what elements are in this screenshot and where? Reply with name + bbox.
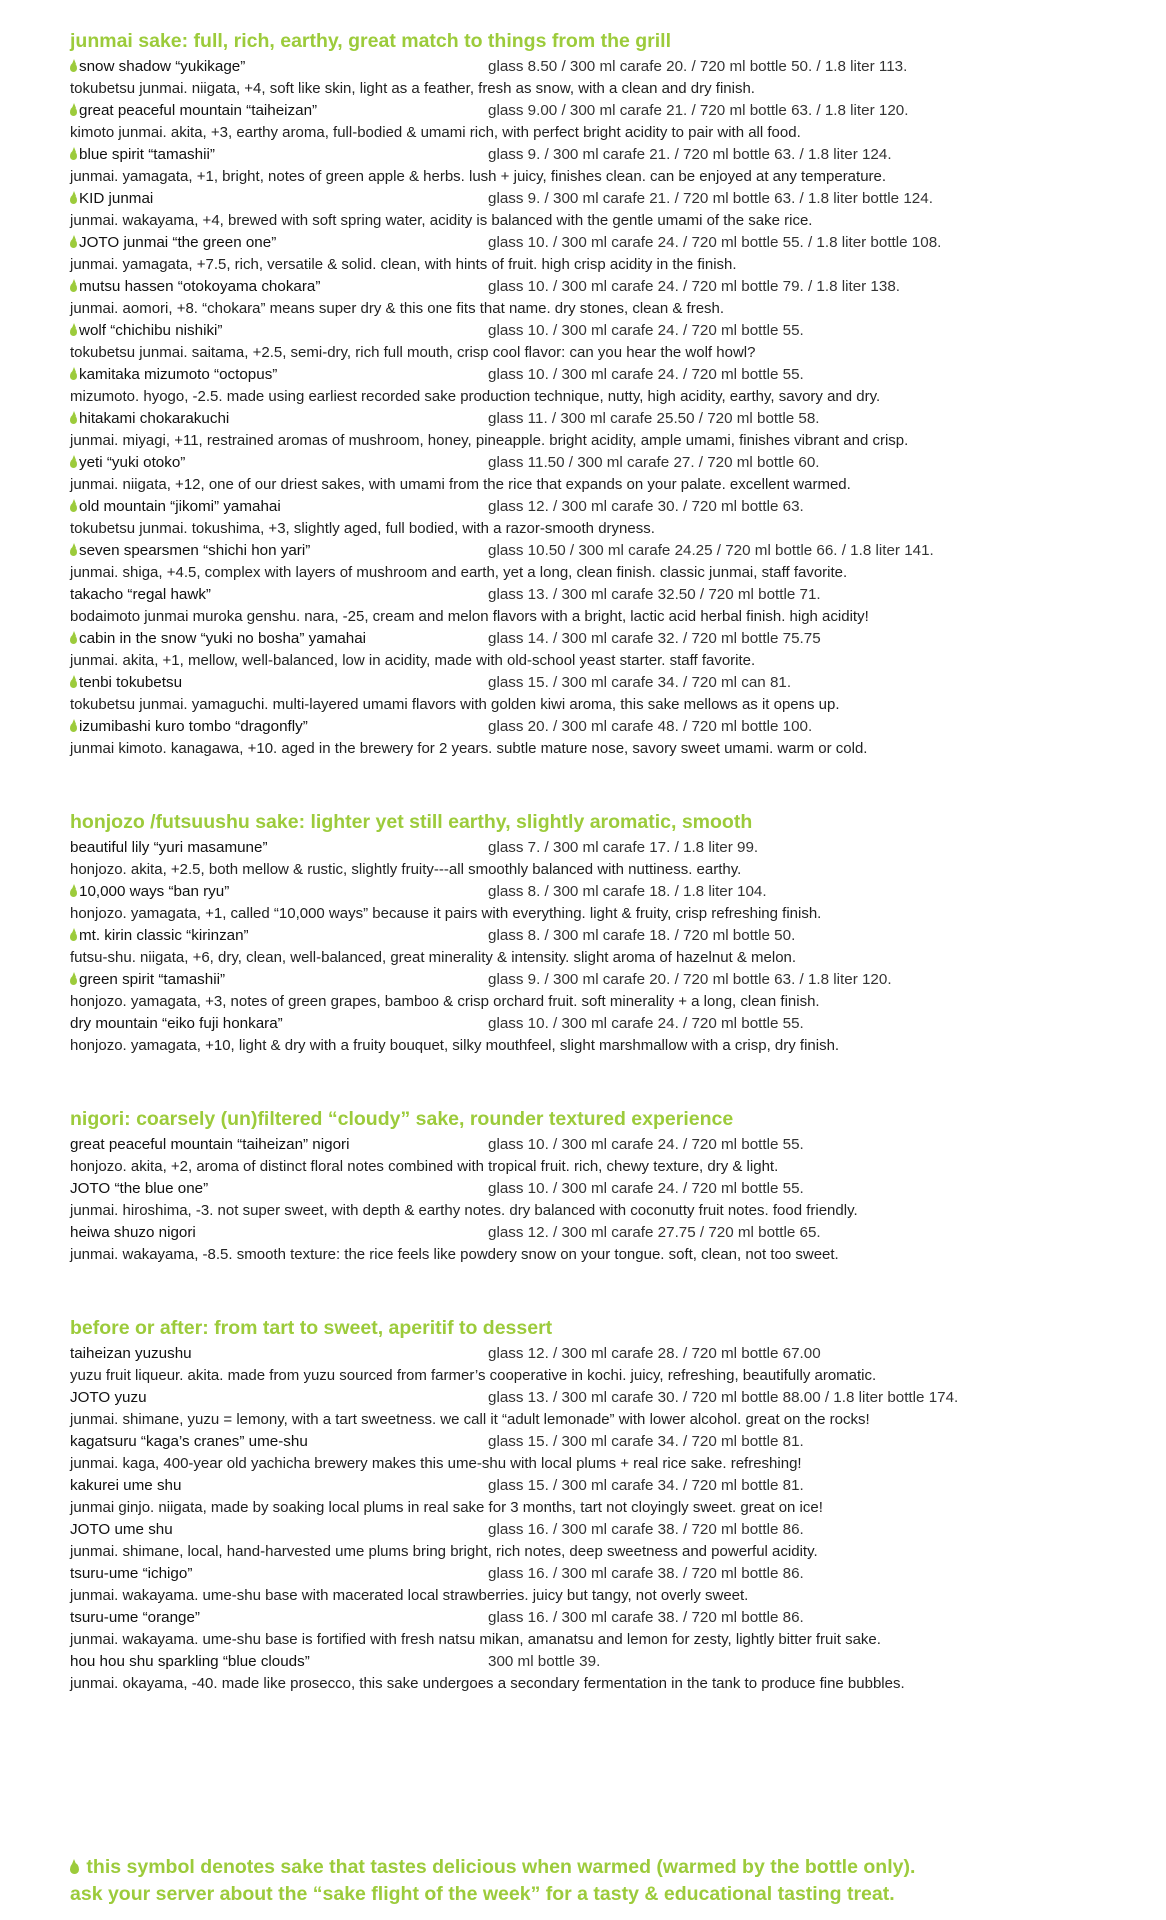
item-row bbox=[70, 1221, 1150, 1244]
menu-item bbox=[70, 539, 1150, 583]
item-description: honjozo. akita, +2.5, both mellow & rustic, slightly fruity---all smoothly balanced with nuttiness. earthy. bbox=[70, 861, 742, 878]
item-description: honjozo. yamagata, +10, light & dry with a fruity bouquet, silky mouthfeel, slight marshmallow with a crisp, dry finish. bbox=[70, 1037, 840, 1054]
section-items bbox=[70, 1342, 1150, 1694]
item-price: glass 13. / 300 ml carafe 32.50 / 720 ml bottle 71. bbox=[488, 586, 821, 603]
item-name: mt. kirin classic “kirinzan” bbox=[79, 927, 249, 944]
item-description: kimoto junmai. akita, +3, earthy aroma, full-bodied & umami rich, with perfect bright acidity to pair with all food. bbox=[70, 124, 801, 141]
item-description: tokubetsu junmai. niigata, +4, soft like skin, light as a feather, fresh as snow, with a clean and dry finish. bbox=[70, 80, 755, 97]
item-description: junmai. wakayama. ume-shu base with macerated local strawberries. juicy but tangy, not overly sweet. bbox=[70, 1587, 749, 1604]
menu-item bbox=[70, 583, 1150, 627]
item-name-wrap bbox=[70, 1430, 308, 1453]
item-name-wrap bbox=[70, 627, 366, 650]
menu-item bbox=[70, 1430, 1150, 1474]
menu-item bbox=[70, 1518, 1150, 1562]
item-name: tsuru-ume “orange” bbox=[70, 1609, 200, 1626]
item-name: heiwa shuzo nigori bbox=[70, 1224, 196, 1241]
item-price: 300 ml bottle 39. bbox=[488, 1653, 601, 1670]
item-row bbox=[70, 1386, 1150, 1409]
item-name-wrap bbox=[70, 275, 320, 298]
sake-drop-icon bbox=[70, 283, 77, 292]
sake-drop-icon bbox=[70, 63, 77, 72]
item-name: JOTO yuzu bbox=[70, 1389, 147, 1406]
item-description: junmai. yamagata, +1, bright, notes of green apple & herbs. lush + juicy, finishes clean. can be enjoyed at any temperature. bbox=[70, 168, 887, 185]
item-name: dry mountain “eiko fuji honkara” bbox=[70, 1015, 283, 1032]
item-name-wrap bbox=[70, 968, 225, 991]
menu-item bbox=[70, 99, 1150, 143]
item-name: great peaceful mountain “taiheizan” bbox=[79, 102, 318, 119]
section-items bbox=[70, 1133, 1150, 1265]
item-description: junmai ginjo. niigata, made by soaking local plums in real sake for 3 months, tart not cloyingly sweet. great on ice! bbox=[70, 1499, 823, 1516]
item-name: JOTO junmai “the green one” bbox=[79, 234, 277, 251]
item-price: glass 8. / 300 ml carafe 18. / 720 ml bottle 50. bbox=[488, 927, 796, 944]
item-price: glass 8.50 / 300 ml carafe 20. / 720 ml bottle 50. / 1.8 liter 113. bbox=[488, 58, 908, 75]
item-name: taiheizan yuzushu bbox=[70, 1345, 192, 1362]
item-description: tokubetsu junmai. tokushima, +3, slightly aged, full bodied, with a razor-smooth dryness. bbox=[70, 520, 655, 537]
item-row bbox=[70, 715, 1150, 738]
item-row bbox=[70, 231, 1150, 254]
footer-flight-note: ask your server about the “sake flight of the week” for a tasty & educational tasting treat. bbox=[70, 1883, 895, 1905]
item-name-wrap bbox=[70, 583, 211, 606]
item-description: junmai. aomori, +8. “chokara” means super dry & this one fits that name. dry stones, clean & fresh. bbox=[70, 300, 725, 317]
item-price: glass 10. / 300 ml carafe 24. / 720 ml bottle 55. bbox=[488, 1015, 804, 1032]
item-name-wrap bbox=[70, 671, 182, 694]
item-name: JOTO ume shu bbox=[70, 1521, 173, 1538]
item-row bbox=[70, 1606, 1150, 1629]
item-row bbox=[70, 1650, 1150, 1673]
item-row bbox=[70, 275, 1150, 298]
item-description: junmai. kaga, 400-year old yachicha brewery makes this ume-shu with local plums + real rice sake. refreshing! bbox=[70, 1455, 802, 1472]
item-description: tokubetsu junmai. saitama, +2.5, semi-dry, rich full mouth, crisp cool flavor: can you hear the wolf howl? bbox=[70, 344, 756, 361]
item-name: wolf “chichibu nishiki” bbox=[79, 322, 223, 339]
menu-item bbox=[70, 55, 1150, 99]
item-name-wrap bbox=[70, 495, 281, 518]
menu-item bbox=[70, 1562, 1150, 1606]
item-name: great peaceful mountain “taiheizan” nigori bbox=[70, 1136, 350, 1153]
item-price: glass 10. / 300 ml carafe 24. / 720 ml bottle 55. / 1.8 liter bottle 108. bbox=[488, 234, 942, 251]
item-price: glass 7. / 300 ml carafe 17. / 1.8 liter 99. bbox=[488, 839, 759, 856]
item-row bbox=[70, 495, 1150, 518]
item-description: junmai. yamagata, +7.5, rich, versatile & solid. clean, with hints of fruit. high crisp acidity in the finish. bbox=[70, 256, 737, 273]
sake-drop-icon bbox=[70, 503, 77, 512]
section-title: before or after: from tart to sweet, aperitif to dessert bbox=[70, 1317, 553, 1339]
item-row bbox=[70, 1012, 1150, 1035]
item-name: KID junmai bbox=[79, 190, 154, 207]
item-name-wrap bbox=[70, 1606, 200, 1629]
item-name-wrap bbox=[70, 880, 229, 903]
item-name-wrap bbox=[70, 1177, 208, 1200]
menu-item bbox=[70, 1342, 1150, 1386]
sake-drop-icon bbox=[70, 107, 77, 116]
item-row bbox=[70, 583, 1150, 606]
sake-drop-icon bbox=[70, 415, 77, 424]
item-price: glass 15. / 300 ml carafe 34. / 720 ml can 81. bbox=[488, 674, 792, 691]
item-price: glass 11. / 300 ml carafe 25.50 / 720 ml bottle 58. bbox=[488, 410, 820, 427]
item-description: junmai. wakayama, -8.5. smooth texture: the rice feels like powdery snow on your tongue. soft, clean, not too sweet. bbox=[70, 1246, 839, 1263]
sake-drop-icon bbox=[70, 547, 77, 556]
menu-item bbox=[70, 715, 1150, 759]
item-name: beautiful lily “yuri masamune” bbox=[70, 839, 268, 856]
item-row bbox=[70, 1430, 1150, 1453]
item-name: snow shadow “yukikage” bbox=[79, 58, 246, 75]
item-name-wrap bbox=[70, 1474, 181, 1497]
section-title: junmai sake: full, rich, earthy, great match to things from the grill bbox=[70, 30, 671, 52]
item-name: yeti “yuki otoko” bbox=[79, 454, 186, 471]
item-price: glass 10. / 300 ml carafe 24. / 720 ml bottle 55. bbox=[488, 322, 804, 339]
menu-item bbox=[70, 627, 1150, 671]
item-name-wrap bbox=[70, 836, 268, 859]
item-name-wrap bbox=[70, 1650, 310, 1673]
item-price: glass 9. / 300 ml carafe 21. / 720 ml bottle 63. / 1.8 liter 124. bbox=[488, 146, 892, 163]
menu-item bbox=[70, 924, 1150, 968]
sake-drop-icon bbox=[70, 195, 77, 204]
item-name-wrap bbox=[70, 1221, 196, 1244]
item-name: izumibashi kuro tombo “dragonfly” bbox=[79, 718, 308, 735]
item-price: glass 10. / 300 ml carafe 24. / 720 ml bottle 79. / 1.8 liter 138. bbox=[488, 278, 900, 295]
sake-menu bbox=[70, 28, 1150, 1744]
item-row bbox=[70, 451, 1150, 474]
item-price: glass 10. / 300 ml carafe 24. / 720 ml bottle 55. bbox=[488, 1136, 804, 1153]
sake-drop-icon bbox=[70, 327, 77, 336]
item-price: glass 10.50 / 300 ml carafe 24.25 / 720 ml bottle 66. / 1.8 liter 141. bbox=[488, 542, 934, 559]
menu-item bbox=[70, 275, 1150, 319]
item-row bbox=[70, 99, 1150, 122]
item-name-wrap bbox=[70, 143, 215, 166]
menu-item bbox=[70, 363, 1150, 407]
sake-drop-icon bbox=[70, 723, 77, 732]
item-price: glass 16. / 300 ml carafe 38. / 720 ml bottle 86. bbox=[488, 1565, 804, 1582]
item-row bbox=[70, 1518, 1150, 1541]
item-row bbox=[70, 143, 1150, 166]
menu-item bbox=[70, 968, 1150, 1012]
menu-item bbox=[70, 495, 1150, 539]
item-name: kakurei ume shu bbox=[70, 1477, 182, 1494]
item-description: junmai. akita, +1, mellow, well-balanced, low in acidity, made with old-school yeast starter. staff favorite. bbox=[70, 652, 756, 669]
item-name-wrap bbox=[70, 539, 310, 562]
item-name: kagatsuru “kaga’s cranes” ume-shu bbox=[70, 1433, 308, 1450]
item-name-wrap bbox=[70, 231, 276, 254]
item-row bbox=[70, 1177, 1150, 1200]
item-name: 10,000 ways “ban ryu” bbox=[79, 883, 230, 900]
item-description: junmai. miyagi, +11, restrained aromas of mushroom, honey, pineapple. bright acidity, ample umami, finishes vibrant and crisp. bbox=[70, 432, 909, 449]
item-price: glass 12. / 300 ml carafe 28. / 720 ml bottle 67.00 bbox=[488, 1345, 821, 1362]
item-name-wrap bbox=[70, 1342, 192, 1365]
item-name: cabin in the snow “yuki no bosha” yamahai bbox=[79, 630, 367, 647]
item-row bbox=[70, 187, 1150, 210]
item-price: glass 12. / 300 ml carafe 30. / 720 ml bottle 63. bbox=[488, 498, 804, 515]
menu-item bbox=[70, 671, 1150, 715]
menu-item bbox=[70, 451, 1150, 495]
menu-item bbox=[70, 187, 1150, 231]
item-name: seven spearsmen “shichi hon yari” bbox=[79, 542, 311, 559]
item-row bbox=[70, 319, 1150, 342]
item-name: hou hou shu sparkling “blue clouds” bbox=[70, 1653, 310, 1670]
item-description: junmai. wakayama. ume-shu base is fortified with fresh natsu mikan, amanatsu and lemon for zesty, lightly bitter fruit sake. bbox=[70, 1631, 881, 1648]
menu-item bbox=[70, 1133, 1150, 1177]
item-name-wrap bbox=[70, 407, 229, 430]
menu-item bbox=[70, 231, 1150, 275]
item-name-wrap bbox=[70, 1518, 173, 1541]
item-price: glass 10. / 300 ml carafe 24. / 720 ml bottle 55. bbox=[488, 1180, 804, 1197]
sake-drop-icon bbox=[70, 679, 77, 688]
item-name-wrap bbox=[70, 99, 317, 122]
menu-section bbox=[70, 1106, 1150, 1265]
item-name: blue spirit “tamashii” bbox=[79, 146, 215, 163]
item-name: mutsu hassen “otokoyama chokara” bbox=[79, 278, 321, 295]
item-description: bodaimoto junmai muroka genshu. nara, -25, cream and melon flavors with a bright, lactic acid herbal finish. high acidity! bbox=[70, 608, 869, 625]
item-name: JOTO “the blue one” bbox=[70, 1180, 209, 1197]
item-price: glass 12. / 300 ml carafe 27.75 / 720 ml bottle 65. bbox=[488, 1224, 821, 1241]
item-row bbox=[70, 1474, 1150, 1497]
item-name-wrap bbox=[70, 715, 308, 738]
footer-warm-note-text: this symbol denotes sake that tastes delicious when warmed (warmed by the bottle only). bbox=[86, 1856, 916, 1878]
sake-drop-icon bbox=[70, 151, 77, 160]
item-price: glass 16. / 300 ml carafe 38. / 720 ml bottle 86. bbox=[488, 1609, 804, 1626]
item-price: glass 20. / 300 ml carafe 48. / 720 ml bottle 100. bbox=[488, 718, 813, 735]
item-name: hitakami chokarakuchi bbox=[79, 410, 230, 427]
menu-item bbox=[70, 1474, 1150, 1518]
item-name-wrap bbox=[70, 1386, 147, 1409]
item-description: junmai. niigata, +12, one of our driest sakes, with umami from the rice that expands on your palate. excellent warmed. bbox=[70, 476, 851, 493]
item-row bbox=[70, 1562, 1150, 1585]
menu-item bbox=[70, 1650, 1150, 1694]
menu-item bbox=[70, 1012, 1150, 1056]
menu-item bbox=[70, 1221, 1150, 1265]
item-name-wrap bbox=[70, 55, 245, 78]
section-title: honjozo /futsuushu sake: lighter yet still earthy, slightly aromatic, smooth bbox=[70, 811, 753, 833]
item-description: junmai kimoto. kanagawa, +10. aged in the brewery for 2 years. subtle mature nose, savory sweet umami. warm or cold. bbox=[70, 740, 868, 757]
item-price: glass 13. / 300 ml carafe 30. / 720 ml bottle 88.00 / 1.8 liter bottle 174. bbox=[488, 1389, 959, 1406]
item-name-wrap bbox=[70, 319, 223, 342]
item-description: futsu-shu. niigata, +6, dry, clean, well-balanced, great minerality & intensity. slight aroma of hazelnut & melon. bbox=[70, 949, 797, 966]
item-description: junmai. hiroshima, -3. not super sweet, with depth & earthy notes. dry balanced with coconutty fruit notes. food friendly. bbox=[70, 1202, 858, 1219]
section-title: nigori: coarsely (un)filtered “cloudy” sake, rounder textured experience bbox=[70, 1108, 734, 1130]
item-name: old mountain “jikomi” yamahai bbox=[79, 498, 281, 515]
item-row bbox=[70, 671, 1150, 694]
item-name: tsuru-ume “ichigo” bbox=[70, 1565, 193, 1582]
menu-section bbox=[70, 1315, 1150, 1694]
item-name-wrap bbox=[70, 1562, 192, 1585]
section-items bbox=[70, 55, 1150, 759]
menu-item bbox=[70, 1177, 1150, 1221]
item-description: yuzu fruit liqueur. akita. made from yuzu sourced from farmer’s cooperative in kochi. juicy, refreshing, beautifully aromatic. bbox=[70, 1367, 877, 1384]
sake-drop-icon bbox=[70, 976, 77, 985]
item-name: tenbi tokubetsu bbox=[79, 674, 183, 691]
menu-footer bbox=[70, 1854, 1150, 1908]
item-price: glass 11.50 / 300 ml carafe 27. / 720 ml bottle 60. bbox=[488, 454, 820, 471]
item-row bbox=[70, 407, 1150, 430]
item-name-wrap bbox=[70, 1012, 283, 1035]
item-price: glass 8. / 300 ml carafe 18. / 1.8 liter 104. bbox=[488, 883, 767, 900]
item-name: kamitaka mizumoto “octopus” bbox=[79, 366, 278, 383]
item-row bbox=[70, 1133, 1150, 1156]
menu-item bbox=[70, 836, 1150, 880]
item-description: honjozo. yamagata, +3, notes of green grapes, bamboo & crisp orchard fruit. soft minerality + a long, clean finish. bbox=[70, 993, 820, 1010]
item-name-wrap bbox=[70, 363, 277, 386]
item-name-wrap bbox=[70, 451, 185, 474]
item-price: glass 15. / 300 ml carafe 34. / 720 ml bottle 81. bbox=[488, 1477, 804, 1494]
menu-item bbox=[70, 143, 1150, 187]
sake-drop-icon bbox=[70, 635, 77, 644]
item-row bbox=[70, 924, 1150, 947]
item-name-wrap bbox=[70, 924, 249, 947]
item-row bbox=[70, 1342, 1150, 1365]
item-name-wrap bbox=[70, 1133, 349, 1156]
item-description: junmai. wakayama, +4, brewed with soft spring water, acidity is balanced with the gentle umami of the sake rice. bbox=[70, 212, 813, 229]
menu-item bbox=[70, 319, 1150, 363]
item-description: junmai. shiga, +4.5, complex with layers of mushroom and earth, yet a long, clean finish. classic junmai, staff favorite. bbox=[70, 564, 848, 581]
menu-section bbox=[70, 809, 1150, 1056]
item-row bbox=[70, 880, 1150, 903]
menu-section bbox=[70, 28, 1150, 759]
item-row bbox=[70, 55, 1150, 78]
sake-drop-icon bbox=[70, 888, 77, 897]
item-price: glass 10. / 300 ml carafe 24. / 720 ml bottle 55. bbox=[488, 366, 804, 383]
sake-drop-icon bbox=[70, 932, 77, 941]
sake-drop-icon bbox=[70, 1863, 79, 1874]
item-description: tokubetsu junmai. yamaguchi. multi-layered umami flavors with golden kiwi aroma, this sake mellows as it opens up. bbox=[70, 696, 840, 713]
item-description: junmai. okayama, -40. made like prosecco, this sake undergoes a secondary fermentation in the tank to produce fine bubbles. bbox=[70, 1675, 905, 1692]
footer-warm-note bbox=[70, 1854, 1150, 1881]
item-name: green spirit “tamashii” bbox=[79, 971, 226, 988]
item-price: glass 16. / 300 ml carafe 38. / 720 ml bottle 86. bbox=[488, 1521, 804, 1538]
menu-item bbox=[70, 1386, 1150, 1430]
item-row bbox=[70, 539, 1150, 562]
menu-item bbox=[70, 407, 1150, 451]
item-row bbox=[70, 363, 1150, 386]
item-name: takacho “regal hawk” bbox=[70, 586, 211, 603]
sake-drop-icon bbox=[70, 239, 77, 248]
menu-item bbox=[70, 1606, 1150, 1650]
item-description: honjozo. yamagata, +1, called “10,000 ways” because it pairs with everything. light & fruity, crisp refreshing finish. bbox=[70, 905, 822, 922]
menu-item bbox=[70, 880, 1150, 924]
item-row bbox=[70, 627, 1150, 650]
item-description: honjozo. akita, +2, aroma of distinct floral notes combined with tropical fruit. rich, chewy texture, dry & light. bbox=[70, 1158, 779, 1175]
item-name-wrap bbox=[70, 187, 153, 210]
item-description: junmai. shimane, local, hand-harvested ume plums bring bright, rich notes, deep sweetness and powerful acidity. bbox=[70, 1543, 818, 1560]
item-row bbox=[70, 968, 1150, 991]
item-price: glass 14. / 300 ml carafe 32. / 720 ml bottle 75.75 bbox=[488, 630, 821, 647]
item-price: glass 15. / 300 ml carafe 34. / 720 ml bottle 81. bbox=[488, 1433, 804, 1450]
item-price: glass 9. / 300 ml carafe 21. / 720 ml bottle 63. / 1.8 liter bottle 124. bbox=[488, 190, 933, 207]
section-items bbox=[70, 836, 1150, 1056]
item-price: glass 9. / 300 ml carafe 20. / 720 ml bottle 63. / 1.8 liter 120. bbox=[488, 971, 892, 988]
item-description: junmai. shimane, yuzu = lemony, with a tart sweetness. we call it “adult lemonade” with lower alcohol. great on the rocks! bbox=[70, 1411, 870, 1428]
item-row bbox=[70, 836, 1150, 859]
sake-drop-icon bbox=[70, 371, 77, 380]
item-price: glass 9.00 / 300 ml carafe 21. / 720 ml bottle 63. / 1.8 liter 120. bbox=[488, 102, 909, 119]
item-description: mizumoto. hyogo, -2.5. made using earliest recorded sake production technique, nutty, high acidity, earthy, savory and dry. bbox=[70, 388, 881, 405]
sake-drop-icon bbox=[70, 459, 77, 468]
